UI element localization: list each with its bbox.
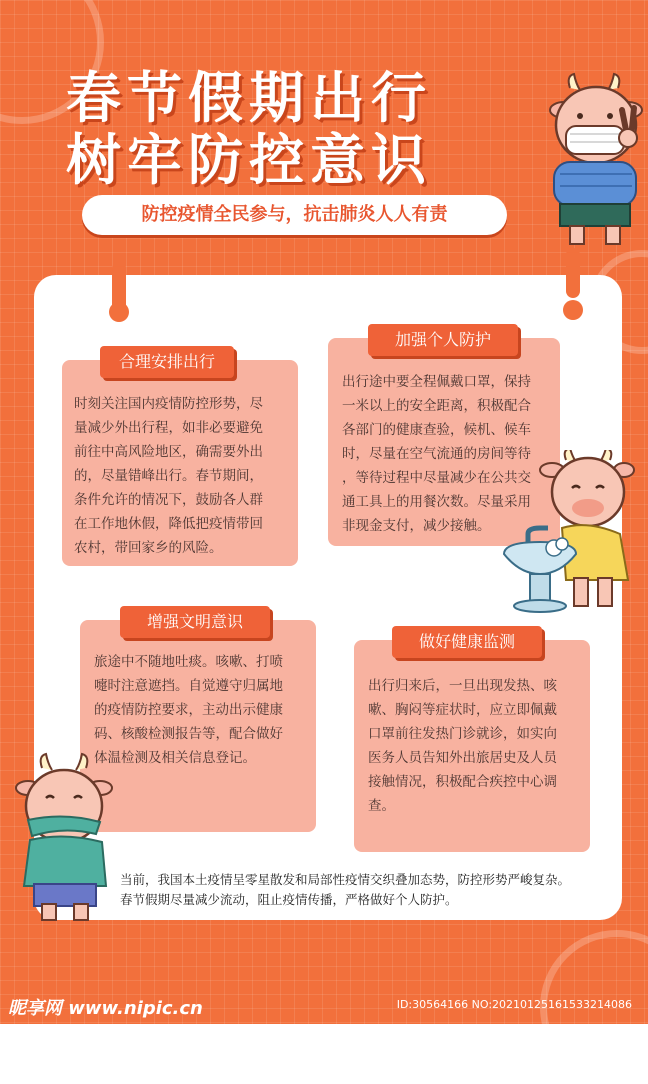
cow-covering-sneeze-illustration [14, 752, 114, 924]
footer-line: 当前，我国本土疫情呈零星散发和局部性疫情交织叠加态势，防控形势严峻复杂。 [120, 872, 571, 887]
card-title-travel-plan: 合理安排出行 [100, 346, 234, 378]
watermark-id: ID:30564166 NO:20210125161533214086 [396, 998, 632, 1011]
watermark-logo: 昵享网 www.nipic.cn [8, 998, 203, 1019]
cow-mask-victory-illustration [540, 70, 648, 250]
card-title-health-monitoring: 做好健康监测 [392, 626, 542, 658]
card-text: 出行归来后，一旦出现发热、咳 嗽、胸闷等症状时，应立即佩戴 口罩前往发热门诊就诊，如实向 医务人员告知外出旅居史及人员 接触情况，积极配合疾控中心调 查。 [368, 678, 557, 814]
subtitle-banner [82, 195, 507, 235]
page-title-line2: 树牢防控意识 [66, 128, 433, 192]
cow-washing-hands-illustration [500, 450, 635, 620]
binder-ring-right [566, 248, 580, 298]
card-health-monitoring [354, 640, 590, 852]
binder-hole-left [109, 302, 129, 322]
card-text: 旅途中不随地吐痰。咳嗽、打喷 嚏时注意遮挡。自觉遵守归属地 的疫情防控要求，主动出示健康 码、核酸检测报告等，配合做好 体温检测及相关信息登记。 [94, 654, 283, 766]
subtitle: 防控疫情全民参与，抗击肺炎人人有责 [141, 204, 448, 225]
card-travel-plan [62, 360, 298, 566]
binder-hole-right [563, 300, 583, 320]
card-title-civility: 增强文明意识 [120, 606, 270, 638]
card-title-personal-protection: 加强个人防护 [368, 324, 518, 356]
card-civility [80, 620, 316, 832]
card-text: 出行途中要全程佩戴口罩，保持 一米以上的安全距离，积极配合 各部门的健康查验，候机、候车 时，尽量在空气流通的房间等待 ，等待过程中尽量减少在公共交 通工具上的用餐次数。尽量采用 非现金支付，减少接触。 [342, 374, 531, 534]
card-text: 时刻关注国内疫情防控形势，尽 量减少外出行程，如非必要避免 前往中高风险地区，确需要外出 的，尽量错峰出行。春节期间， 条件允许的情况下，鼓励各人群 在工作地休假，降低把疫情带回 农村，带回家乡的风险。 [74, 396, 263, 556]
footer-note [120, 870, 620, 910]
page-title-line1: 春节假期出行 [66, 66, 433, 130]
footer-line: 春节假期尽量减少流动，阻止疫情传播，严格做好个人防护。 [120, 892, 458, 907]
